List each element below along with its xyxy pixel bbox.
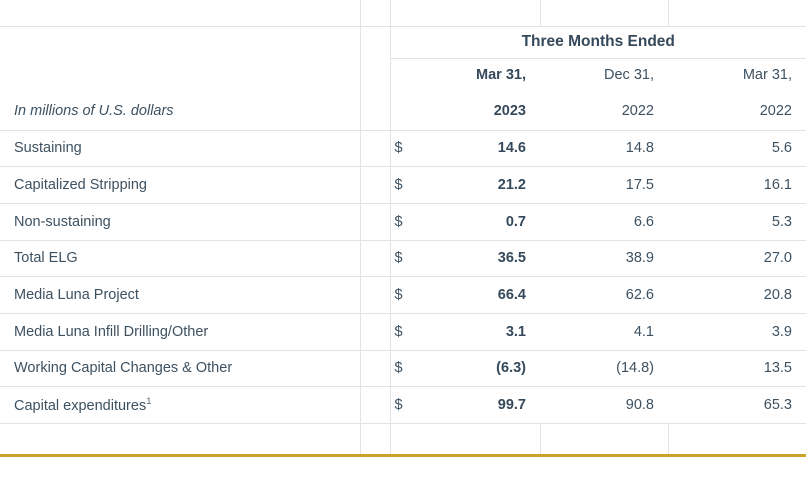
month-row-curr <box>390 58 420 92</box>
row-value-col1: 21.2 <box>420 167 540 204</box>
row-value-col3: 13.5 <box>668 350 806 387</box>
row-value-col1: (6.3) <box>420 350 540 387</box>
table-row <box>0 350 806 387</box>
table-row <box>0 313 806 350</box>
row-value-col2: 14.8 <box>540 130 668 167</box>
row-gap1 <box>328 387 360 424</box>
table-row <box>0 203 806 240</box>
row-label: Sustaining <box>0 130 328 167</box>
group-header-gap2 <box>360 26 390 58</box>
gold-accent-rule-row <box>0 454 806 458</box>
top-band-curr <box>390 0 420 26</box>
row-value-col1: 3.1 <box>420 313 540 350</box>
row-value-col3: 65.3 <box>668 387 806 424</box>
top-band-v2 <box>540 0 668 26</box>
row-value-col3: 16.1 <box>668 167 806 204</box>
col3-month: Mar 31, <box>742 67 792 84</box>
currency-symbol: $ <box>390 167 420 204</box>
footnote-marker: 1 <box>146 396 152 408</box>
currency-symbol: $ <box>390 387 420 424</box>
units-label: In millions of U.S. dollars <box>0 92 328 130</box>
units-row-curr <box>390 92 420 130</box>
row-gap1 <box>328 130 360 167</box>
bottom-band-v1 <box>420 424 540 454</box>
currency-symbol: $ <box>390 240 420 277</box>
row-gap1 <box>328 350 360 387</box>
month-row-blank-label <box>0 58 328 92</box>
three-months-ended-header: Three Months Ended <box>390 26 806 58</box>
row-value-col2: (14.8) <box>540 350 668 387</box>
row-label: Media Luna Infill Drilling/Other <box>0 313 328 350</box>
row-gap2 <box>360 277 390 314</box>
table-row-total <box>0 387 806 424</box>
row-gap2 <box>360 240 390 277</box>
top-band-label-cell <box>0 0 328 26</box>
row-label-total <box>0 387 328 424</box>
row-value-col2: 4.1 <box>540 313 668 350</box>
bottom-band-gap1 <box>328 424 360 454</box>
table-top-band <box>0 0 806 26</box>
units-and-year-row <box>0 92 806 130</box>
row-gap1 <box>328 277 360 314</box>
row-gap2 <box>360 350 390 387</box>
top-band-v3 <box>668 0 806 26</box>
row-gap2 <box>360 203 390 240</box>
row-value-col1: 66.4 <box>420 277 540 314</box>
row-value-col1: 36.5 <box>420 240 540 277</box>
bottom-band-curr <box>390 424 420 454</box>
row-value-col1: 14.6 <box>420 130 540 167</box>
top-band-gap1 <box>328 0 360 26</box>
col2-year: 2022 <box>540 92 668 130</box>
bottom-band-label-cell <box>0 424 328 454</box>
col3-year: 2022 <box>668 92 806 130</box>
row-label: Total ELG <box>0 240 328 277</box>
group-header-blank-label <box>0 26 328 58</box>
row-gap1 <box>328 167 360 204</box>
table-row <box>0 167 806 204</box>
row-value-col3: 27.0 <box>668 240 806 277</box>
currency-symbol: $ <box>390 203 420 240</box>
currency-symbol: $ <box>390 313 420 350</box>
bottom-band-gap2 <box>360 424 390 454</box>
row-value-col1: 0.7 <box>420 203 540 240</box>
currency-symbol: $ <box>390 350 420 387</box>
bottom-band-v2 <box>540 424 668 454</box>
row-value-col3: 20.8 <box>668 277 806 314</box>
row-gap2 <box>360 167 390 204</box>
table-row <box>0 240 806 277</box>
table-row <box>0 277 806 314</box>
row-value-col2: 62.6 <box>540 277 668 314</box>
row-gap1 <box>328 240 360 277</box>
row-value-col2: 90.8 <box>540 387 668 424</box>
row-value-col3: 5.3 <box>668 203 806 240</box>
col2-month: Dec 31, <box>604 67 654 84</box>
row-value-col2: 38.9 <box>540 240 668 277</box>
row-value-col2: 6.6 <box>540 203 668 240</box>
table-bottom-band <box>0 424 806 454</box>
row-value-col3: 5.6 <box>668 130 806 167</box>
month-row-gap1 <box>328 58 360 92</box>
row-gap2 <box>360 313 390 350</box>
row-value-col3: 3.9 <box>668 313 806 350</box>
row-gap2 <box>360 387 390 424</box>
col1-year: 2023 <box>420 92 540 130</box>
top-band-gap2 <box>360 0 390 26</box>
units-row-gap2 <box>360 92 390 130</box>
currency-symbol: $ <box>390 277 420 314</box>
gold-accent-rule-cell <box>0 454 806 458</box>
group-header-gap1 <box>328 26 360 58</box>
units-row-gap1 <box>328 92 360 130</box>
row-label-total-text: Capital expenditures <box>14 398 147 415</box>
month-row-gap2 <box>360 58 390 92</box>
table-row <box>0 130 806 167</box>
row-gap2 <box>360 130 390 167</box>
col1-month: Mar 31, <box>476 67 526 84</box>
top-band-v1 <box>420 0 540 26</box>
row-label: Capitalized Stripping <box>0 167 328 204</box>
gold-accent-rule <box>0 454 806 457</box>
group-header-row <box>0 26 806 58</box>
row-value-col1: 99.7 <box>420 387 540 424</box>
row-gap1 <box>328 203 360 240</box>
row-label: Working Capital Changes & Other <box>0 350 328 387</box>
currency-symbol: $ <box>390 130 420 167</box>
row-label: Non-sustaining <box>0 203 328 240</box>
row-value-col2: 17.5 <box>540 167 668 204</box>
row-gap1 <box>328 313 360 350</box>
column-month-row <box>0 58 806 92</box>
row-label: Media Luna Project <box>0 277 328 314</box>
bottom-band-v3 <box>668 424 806 454</box>
